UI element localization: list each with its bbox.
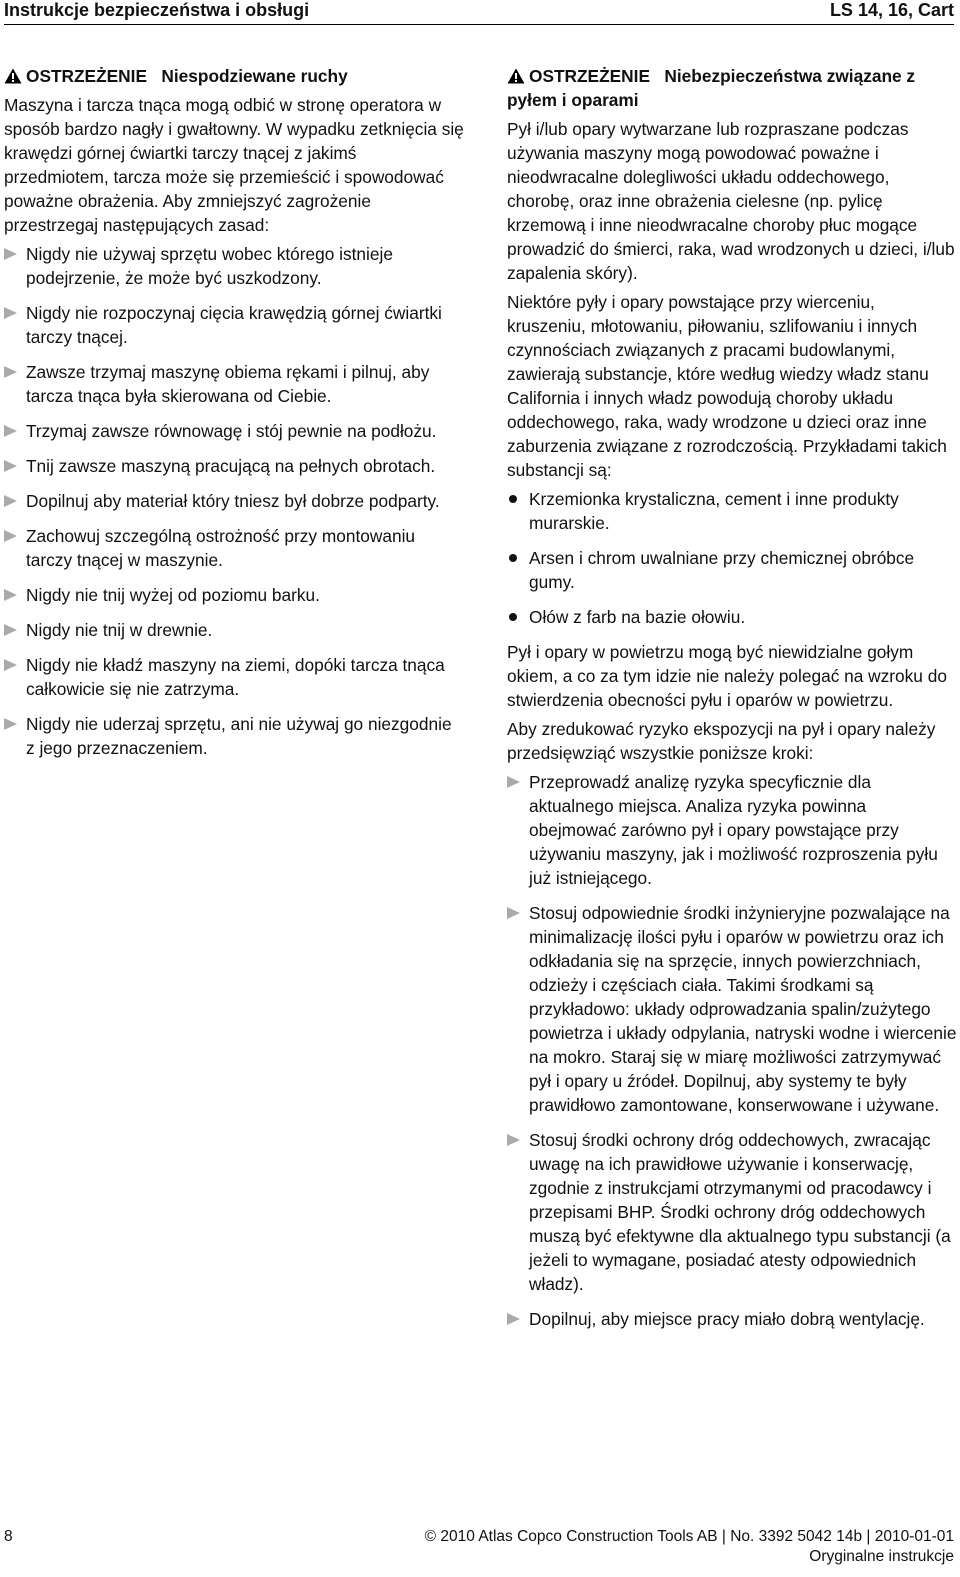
bullet-icon: [509, 554, 517, 562]
warning-label: OSTRZEŻENIE: [26, 66, 147, 86]
intro-paragraph: Maszyna i tarcza tnąca mogą odbić w stronę operatora w sposób bardzo nagły i gwałtowny. W wypadku zetknięcia się krawędzi górnej ćwiartki tarczy tnącej z jakimś przedmiotem, tarcza może się przemieścić i spowodować poważne obrażenia. Aby zmniejszyć zagrożenie przestrzegaj następujących zasad:: [4, 95, 464, 235]
paragraph-2: Niektóre pyły i opary powstające przy wierceniu, kruszeniu, młotowaniu, piłowaniu, szlifowaniu i innych czynnościach związanych z pracami budowlanymi, zawierają substancje, które według wiedzy władz stanu California i innych władz powodują choroby układu oddechowego, raka, wady wrodzone u dzieci oraz inne zaburzenia związane z rozrodczością. Przykładami takich substancji są:: [507, 292, 947, 480]
list-item: Ołów z farb na bazie ołowiu.: [507, 605, 957, 629]
arrow-icon: [507, 907, 520, 919]
arrow-icon: [4, 307, 17, 319]
copyright-line: © 2010 Atlas Copco Construction Tools AB | No. 3392 5042 14b | 2010-01-01: [424, 1528, 954, 1545]
arrow-icon: [4, 425, 17, 437]
warning-heading-motion: [4, 64, 464, 88]
original-note: Oryginalne instrukcje: [809, 1548, 954, 1565]
list-item: Trzymaj zawsze równowagę i stój pewnie na podłożu.: [4, 419, 464, 443]
warning-heading-dust: [507, 64, 957, 112]
page-number: 8: [4, 1528, 13, 1545]
page-header: [4, 0, 954, 25]
list-item: Dopilnuj, aby miejsce pracy miało dobrą wentylację.: [507, 1307, 957, 1331]
paragraph-1: Pył i/lub opary wytwarzane lub rozpraszane podczas używania maszyny mogą powodować poważne i nieodwracalne dolegliwości układu oddechowego, chorobę, oraz inne obrażenia cielesne (np. pylicę krzemową i inne nieodwracalne choroby płuc mogące prowadzić do śmierci, raka, wad wrodzonych u dzieci, i/lub zapalenia skóry).: [507, 119, 955, 283]
list-item: Tnij zawsze maszyną pracującą na pełnych obrotach.: [4, 454, 464, 478]
arrow-icon: [4, 530, 17, 542]
warning-label: OSTRZEŻENIE: [529, 66, 650, 86]
warning-topic: Niespodziewane ruchy: [161, 66, 348, 86]
paragraph-4: Aby zredukować ryzyko ekspozycji na pył i opary należy przedsięwziąć wszystkie poniższe kroki:: [507, 719, 936, 763]
list-item: Zachowuj szczególną ostrożność przy montowaniu tarczy tnącej w maszynie.: [4, 524, 464, 572]
list-item: Nigdy nie uderzaj sprzętu, ani nie używaj go niezgodnie z jego przeznaczeniem.: [4, 712, 464, 760]
list-item: Nigdy nie tnij w drewnie.: [4, 618, 464, 642]
arrow-icon: [4, 718, 17, 730]
steps-list: [507, 770, 957, 1331]
warning-icon: [507, 68, 525, 84]
header-model: LS 14, 16, Cart: [829, 0, 954, 20]
list-item: Nigdy nie używaj sprzętu wobec którego istnieje podejrzenie, że może być uszkodzony.: [4, 242, 464, 290]
list-item: Przeprowadź analizę ryzyka specyficznie dla aktualnego miejsca. Analiza ryzyka powinna obejmować zarówno pył i opary powstające przy używaniu maszyny, jak i możliwość rozproszenia pyłu już istniejącego.: [507, 770, 957, 890]
arrow-icon: [507, 776, 520, 788]
list-item: Nigdy nie tnij wyżej od poziomu barku.: [4, 583, 464, 607]
rules-list: [4, 242, 464, 760]
list-item: Arsen i chrom uwalniane przy chemicznej obróbce gumy.: [507, 546, 957, 594]
right-column: [507, 64, 957, 1342]
warning-icon: [4, 68, 22, 84]
bullet-icon: [509, 613, 517, 621]
arrow-icon: [4, 589, 17, 601]
arrow-icon: [4, 659, 17, 671]
arrow-icon: [507, 1134, 520, 1146]
header-title: Instrukcje bezpieczeństwa i obsługi: [4, 0, 310, 20]
arrow-icon: [4, 366, 17, 378]
list-item: Stosuj odpowiednie środki inżynieryjne pozwalające na minimalizację ilości pyłu i oparów w powietrzu oraz ich odkładania się na sprzęcie, innych powierzchniach, odzieży i częściach ciała. Takimi środkami są przykładowo: układy odprowadzania spalin/zużytego powietrza i układy odpylania, natryski wodne i wiercenie na mokro. Staraj się w miarę możliwości zatrzymywać pył i opary u źródeł. Dopilnuj, aby systemy te były prawidłowo zamontowane, konserwowane i używane.: [507, 901, 957, 1117]
footer-info: [425, 1527, 954, 1567]
list-item: Stosuj środki ochrony dróg oddechowych, zwracając uwagę na ich prawidłowe używanie i konserwację, zgodnie z instrukcjami otrzymanymi od pracodawcy i przepisami BHP. Środki ochrony dróg oddechowych muszą być efektywne dla aktualnego typu substancji (a jeżeli to wymagane, posiadać atesty odpowiednich władz).: [507, 1128, 957, 1296]
paragraph-3: Pył i opary w powietrzu mogą być niewidzialne gołym okiem, a co za tym idzie nie należy polegać na wzroku do stwierdzenia obecności pyłu i oparów w powietrzu.: [507, 642, 947, 710]
bullet-icon: [509, 495, 517, 503]
warning-topic: Niebezpieczeństwa związane z pyłem i oparami: [507, 66, 916, 110]
left-column: [4, 64, 464, 771]
substances-list: [507, 487, 957, 629]
list-item: Nigdy nie kładź maszyny na ziemi, dopóki tarcza tnąca całkowicie się nie zatrzyma.: [4, 653, 464, 701]
list-item: Zawsze trzymaj maszynę obiema rękami i pilnuj, aby tarcza tnąca była skierowana od Ciebie.: [4, 360, 464, 408]
list-item: Nigdy nie rozpoczynaj cięcia krawędzią górnej ćwiartki tarczy tnącej.: [4, 301, 464, 349]
list-item: Krzemionka krystaliczna, cement i inne produkty murarskie.: [507, 487, 957, 535]
arrow-icon: [4, 624, 17, 636]
arrow-icon: [4, 495, 17, 507]
list-item: Dopilnuj aby materiał który tniesz był dobrze podparty.: [4, 489, 464, 513]
arrow-icon: [4, 460, 17, 472]
arrow-icon: [507, 1313, 520, 1325]
arrow-icon: [4, 248, 17, 260]
